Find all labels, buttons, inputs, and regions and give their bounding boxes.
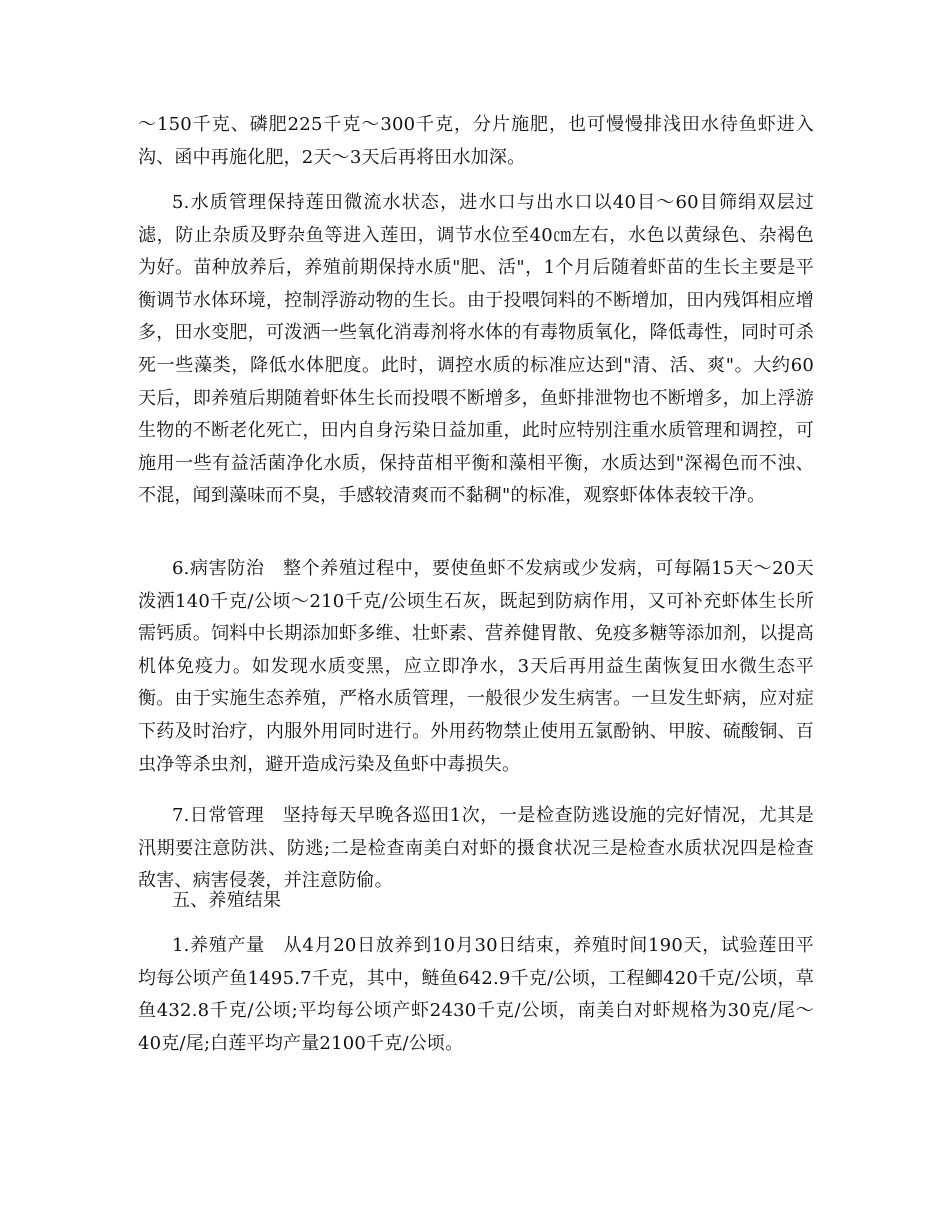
- paragraph-breeding-yield: 1.养殖产量 从4月20日放养到10月30日结束，养殖时间190天，试验莲田平均每公顷产鱼1495.7千克，其中，鲢鱼642.9千克/公顷，工程鲫420千克/公顷，草鱼432.8千克/公顷;平均每公顷产虾2430千克/公顷，南美白对虾规格为30克/尾～40克/尾;白莲平均产量2100千克/公顷。: [138, 935, 814, 1054]
- paragraph-water-quality-management: 5.水质管理保持莲田微流水状态，进水口与出水口以40目～60目筛绢双层过滤，防止杂质及野杂鱼等进入莲田，调节水位至40㎝左右，水色以黄绿色、杂褐色为好。苗种放养后，养殖前期保持水质"肥、活"，1个月后随着虾苗的生长主要是平衡调节水体环境，控制浮游动物的生长。由于投喂饲料的不断增加，田内残饵相应增多，田水变肥，可泼洒一些氧化消毒剂将水体的有毒物质氧化，降低毒性，同时可杀死一些藻类，降低水体肥度。此时，调控水质的标准应达到"清、活、爽"。大约60天后，即养殖后期随着虾体生长而投喂不断增多，鱼虾排泄物也不断增多，加上浮游生物的不断老化死亡，田内自身污染日益加重，此时应特别注重水质管理和调控，可施用一些有益活菌净化水质，保持苗相平衡和藻相平衡，水质达到"深褐色而不浊、不混，闻到藻味而不臭，手感较清爽而不黏稠"的标准，观察虾体体表较干净。: [138, 192, 814, 507]
- paragraph-disease-prevention: 6.病害防治 整个养殖过程中，要使鱼虾不发病或少发病，可每隔15天～20天泼洒140千克/公顷～210千克/公顷生石灰，既起到防病作用，又可补充虾体生长所需钙质。饲料中长期添加虾多维、壮虾素、营养健胃散、免疫多糖等添加剂，以提高机体免疫力。如发现水质变黑，应立即净水，3天后再用益生菌恢复田水微生态平衡。由于实施生态养殖，严格水质管理，一般很少发生病害。一旦发生虾病，应对症下药及时治疗，内服外用同时进行。外用药物禁止使用五氯酚钠、甲胺、硫酸铜、百虫净等杀虫剂，避开造成污染及鱼虾中毒损失。: [138, 558, 814, 775]
- paragraph-fertilizer-continuation: ～150千克、磷肥225千克～300千克，分片施肥，也可慢慢排浅田水待鱼虾进入沟、函中再施化肥，2天～3天后再将田水加深。: [138, 114, 814, 168]
- section-heading-breeding-results: 五、养殖结果: [172, 890, 282, 911]
- paragraph-daily-management: 7.日常管理 坚持每天早晚各巡田1次，一是检查防逃设施的完好情况，尤其是汛期要注意防洪、防逃;二是检查南美白对虾的摄食状况三是检查水质状况四是检查敌害、病害侵袭，并注意防偷。: [138, 805, 814, 892]
